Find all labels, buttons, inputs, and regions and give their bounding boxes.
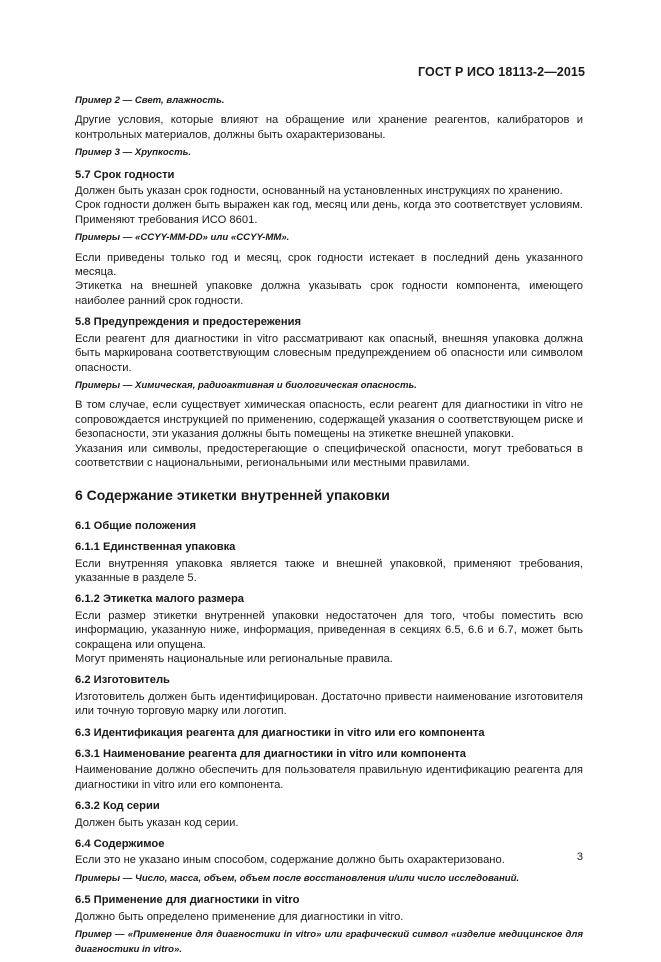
- example-note: Пример 2 — Свет, влажность.: [75, 95, 225, 106]
- body-paragraph: Если реагент для диагностики in vitro рассматривают как опасный, внешняя упаковка должна быть маркирована соответствующим словесным предупреждением об опасности или символом опасности.: [75, 332, 583, 374]
- body-paragraph: Должно быть определено применение для диагностики in vitro.: [75, 910, 404, 923]
- page-content: [75, 90, 583, 962]
- subsection-heading: 6.5 Применение для диагностики in vitro: [75, 894, 300, 907]
- subsection-heading: 6.2 Изготовитель: [75, 674, 170, 687]
- example-note: Примеры — Химическая, радиоактивная и биологическая опасность.: [75, 379, 417, 391]
- subsection-heading: 6.1.1 Единственная упаковка: [75, 541, 236, 554]
- body-paragraph: Изготовитель должен быть идентифицирован. Достаточно привести наименование изготовителя или точную торговую марку или логотип.: [75, 690, 583, 718]
- body-paragraph: Наименование должно обеспечить для пользователя правильную идентификацию реагента для диагностики in vitro или его компонента.: [75, 764, 583, 791]
- document-code-header: ГОСТ Р ИСО 18113-2—2015: [418, 65, 585, 79]
- section-heading: 6 Содержание этикетки внутренней упаковки: [75, 487, 390, 504]
- example-note: Примеры — Число, масса, объем, объем после восстановления и/или число исследований.: [75, 872, 520, 884]
- subsection-heading: 6.1 Общие положения: [75, 519, 197, 532]
- subsection-heading: 6.3.1 Наименование реагента для диагностики in vitro или компонента: [75, 748, 467, 761]
- body-paragraph: Если внутренняя упаковка является также и внешней упаковкой, применяют требования, указанные в разделе 5.: [75, 557, 583, 584]
- body-paragraph: Если приведены только год и месяц, срок годности истекает в последний день указанного месяца.: [75, 251, 583, 279]
- body-paragraph: Указания или символы, предостерегающие о специфической опасности, могут требоваться в соответствии с национальными, региональными или местными правилами.: [75, 442, 583, 469]
- example-note: Пример — «Применение для диагностики in vitro» или графический символ «изделие медицинское для диагностики in vitro».: [75, 929, 583, 955]
- body-paragraph: Должен быть указан код серии.: [75, 816, 239, 829]
- example-note: Пример 3 — Хрупкость.: [75, 147, 191, 159]
- subsection-heading: 5.7 Срок годности: [75, 168, 175, 181]
- subsection-heading: 5.8 Предупреждения и предостережения: [75, 316, 301, 329]
- body-paragraph: Если размер этикетки внутренней упаковки недостаточен для того, чтобы поместить всю информацию, указанную ниже, информация, приведенная в секциях 6.5, 6.6 и 6.7, может быть сокращена или опущена.: [75, 609, 583, 651]
- body-paragraph: Если это не указано иным способом, содержание должно быть охарактеризовано.: [75, 854, 505, 867]
- page-number: 3: [576, 851, 583, 863]
- body-paragraph: Могут применять национальные или региональные правила.: [75, 653, 393, 665]
- subsection-heading: 6.4 Содержимое: [75, 838, 165, 851]
- body-paragraph: В том случае, если существует химическая опасность, если реагент для диагностики in vitro не сопровождается инструкцией по применению, содержащей указания о соответствующем риске и безопасности, эти указания должны быть помещены на этикетке внешней упаковки.: [75, 399, 583, 441]
- body-paragraph: Другие условия, которые влияют на обращение или хранение реагентов, калибраторов и контрольных материалов, должны быть охарактеризованы.: [75, 114, 583, 141]
- body-paragraph: Срок годности должен быть выражен как год, месяц или день, когда это соответствует условиям. Применяют требования ИСО 8601.: [75, 199, 583, 226]
- subsection-heading: 6.1.2 Этикетка малого размера: [75, 593, 245, 606]
- example-note: Примеры — «CCYY-MM-DD» или «CCYY-MM».: [75, 232, 290, 244]
- body-paragraph: Должен быть указан срок годности, основанный на установленных инструкциях по хранению.: [75, 185, 563, 198]
- subsection-heading: 6.3 Идентификация реагента для диагностики in vitro или его компонента: [75, 726, 485, 739]
- subsection-heading: 6.3.2 Код серии: [75, 800, 160, 813]
- body-paragraph: Этикетка на внешней упаковке должна указывать срок годности компонента, имеющего наиболее ранний срок годности.: [75, 280, 583, 307]
